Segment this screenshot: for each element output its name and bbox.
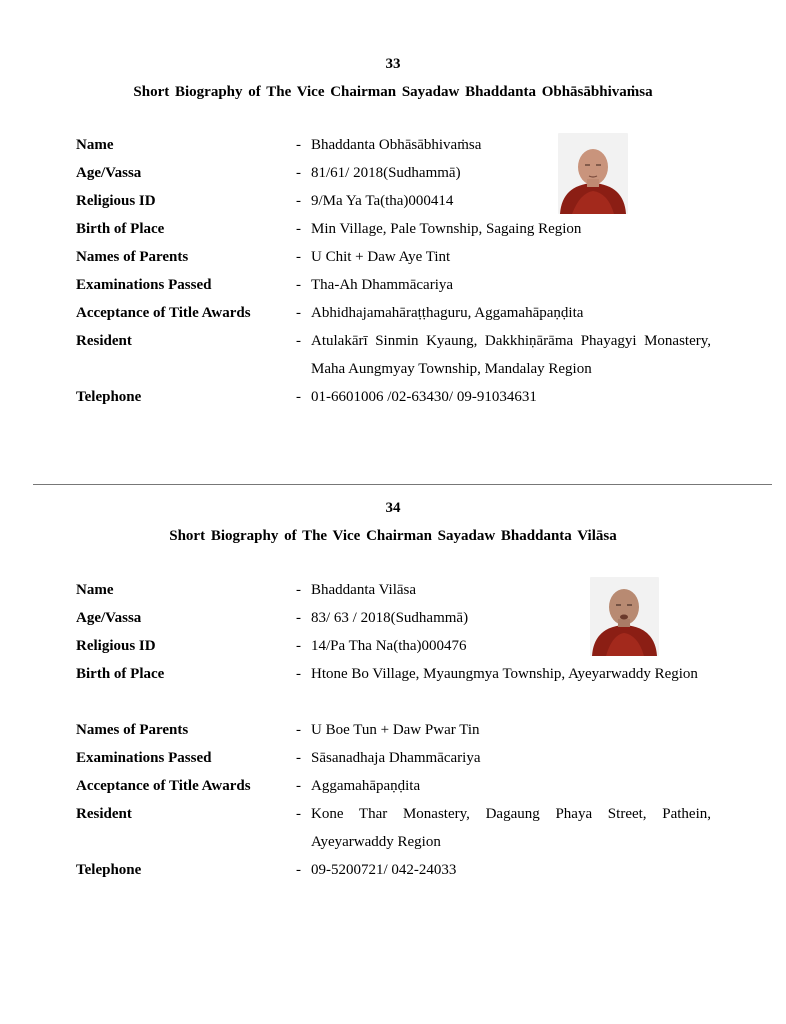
dash-separator: -	[296, 333, 301, 349]
field-value: 83/ 63 / 2018(Sudhammā)	[311, 610, 469, 626]
field-value: U Boe Tun + Daw Pwar Tin	[311, 722, 480, 738]
dash-separator: -	[296, 582, 301, 598]
field-value: Aggamahāpaṇḍita	[311, 778, 421, 794]
field-value: Min Village, Pale Township, Sagaing Region	[311, 221, 582, 237]
field-label: Name	[76, 582, 114, 598]
dash-separator: -	[296, 862, 301, 878]
dash-separator: -	[296, 750, 301, 766]
page-number-33: 33	[385, 56, 401, 72]
field-label: Telephone	[76, 862, 142, 878]
field-label: Examinations Passed	[76, 277, 212, 293]
field-value: U Chit + Daw Aye Tint	[311, 249, 451, 265]
field-value: Atulakārī Sinmin Kyaung, Dakkhiṇārāma Phayagyi Monastery, Maha Aungmyay Township, Mandalay Region	[311, 333, 711, 377]
field-label: Acceptance of Title Awards	[76, 778, 251, 794]
field-value: Bhaddanta Vilāsa	[311, 582, 417, 598]
field-label: Resident	[76, 333, 132, 349]
dash-separator: -	[296, 305, 301, 321]
dash-separator: -	[296, 193, 301, 209]
field-label: Birth of Place	[76, 666, 165, 682]
field-label: Resident	[76, 806, 132, 822]
dash-separator: -	[296, 610, 301, 626]
dash-separator: -	[296, 277, 301, 293]
field-label: Examinations Passed	[76, 750, 212, 766]
field-label: Age/Vassa	[76, 165, 142, 181]
field-label: Age/Vassa	[76, 610, 142, 626]
bio-title-34: Short Biography of The Vice Chairman Sayadaw Bhaddanta Vilāsa	[169, 528, 617, 544]
field-value: Tha-Ah Dhammācariya	[311, 277, 454, 293]
field-label: Religious ID	[76, 638, 156, 654]
field-label: Names of Parents	[76, 249, 189, 265]
bio-title-33: Short Biography of The Vice Chairman Sayadaw Bhaddanta Obhāsābhivaṁsa	[133, 84, 653, 100]
dash-separator: -	[296, 638, 301, 654]
field-value: 9/Ma Ya Ta(tha)000414	[311, 193, 454, 209]
dash-separator: -	[296, 778, 301, 794]
field-value: 09-5200721/ 042-24033	[311, 862, 457, 878]
dash-separator: -	[296, 806, 301, 822]
field-label: Religious ID	[76, 193, 156, 209]
field-label: Acceptance of Title Awards	[76, 305, 251, 321]
field-label: Birth of Place	[76, 221, 165, 237]
dash-separator: -	[296, 666, 301, 682]
section-divider	[33, 484, 772, 485]
field-value: Bhaddanta Obhāsābhivaṁsa	[311, 137, 482, 153]
field-value: Abhidhajamahāraṭṭhaguru, Aggamahāpaṇḍita	[311, 305, 584, 321]
page-number-34: 34	[385, 500, 401, 516]
dash-separator: -	[296, 722, 301, 738]
field-value: 14/Pa Tha Na(tha)000476	[311, 638, 467, 654]
field-value: Htone Bo Village, Myaungmya Township, Ayeyarwaddy Region	[311, 666, 698, 682]
field-value: Sāsanadhaja Dhammācariya	[311, 750, 481, 766]
dash-separator: -	[296, 389, 301, 405]
field-label: Telephone	[76, 389, 142, 405]
field-label: Name	[76, 137, 114, 153]
dash-separator: -	[296, 137, 301, 153]
dash-separator: -	[296, 221, 301, 237]
field-label: Names of Parents	[76, 722, 189, 738]
dash-separator: -	[296, 249, 301, 265]
field-value: Kone Thar Monastery, Dagaung Phaya Street, Pathein, Ayeyarwaddy Region	[311, 806, 711, 850]
field-value: 81/61/ 2018(Sudhammā)	[311, 165, 461, 181]
field-value: 01-6601006 /02-63430/ 09-91034631	[311, 389, 537, 405]
dash-separator: -	[296, 165, 301, 181]
